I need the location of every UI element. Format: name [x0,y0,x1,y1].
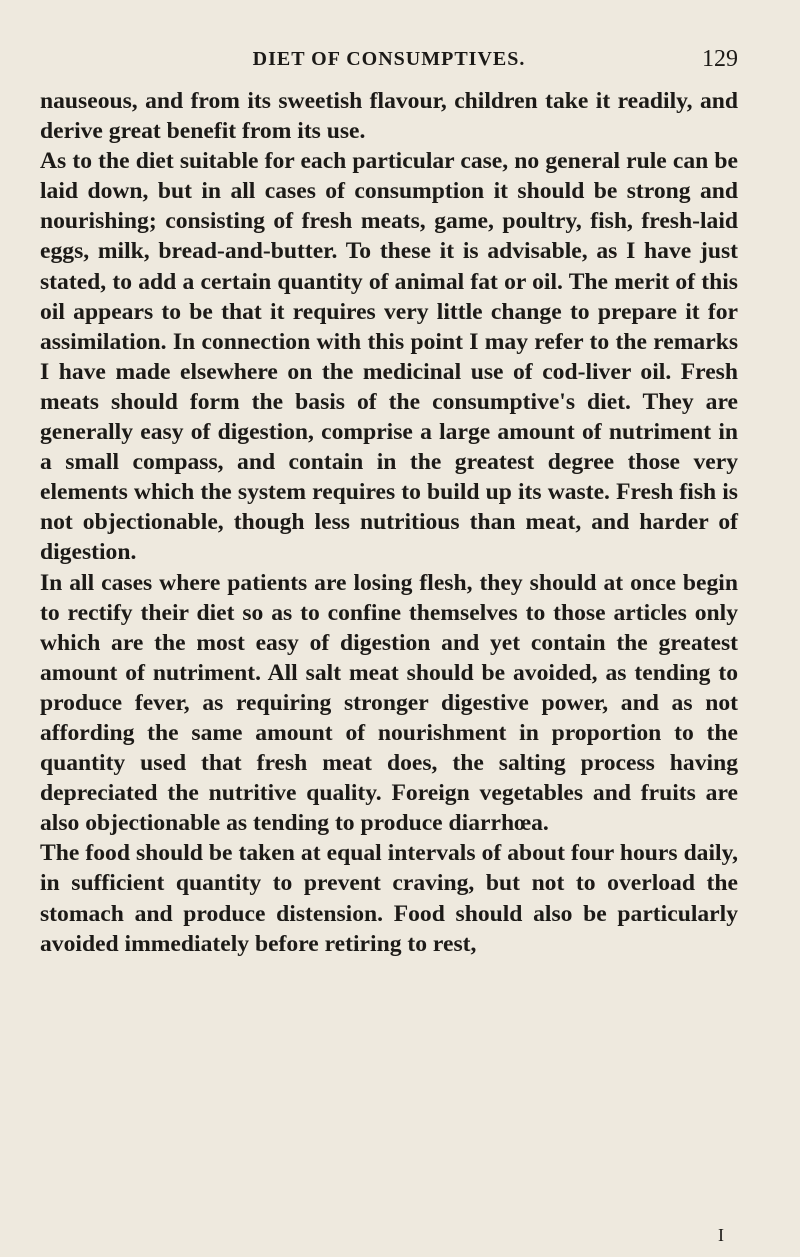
body-text [40,86,738,959]
running-title: DIET OF CONSUMPTIVES. [252,48,526,70]
page-number: 129 [702,46,738,72]
running-head [40,44,738,78]
paragraph-1: nauseous, and from its sweetish flavour, children take it readily, and derive great benefit from its use. [40,88,738,145]
paragraph-4: The food should be taken at equal intervals of about four hours daily, in sufficient quantity to prevent craving, but not to overload the stomach and produce distension. Food should also be particularly avoided immediately before retiring to rest, [40,840,738,957]
paragraph-3: In all cases where patients are losing flesh, they should at once begin to rectify their diet so as to confine themselves to those articles only which are the most easy of digestion and yet contain the greatest amount of nutriment. All salt meat should be avoided, as tending to produce fever, as requiring stronger digestive power, and as not affording the same amount of nourishment in proportion to the quantity used that fresh meat does, the salting process having depreciated the nutritive quality. Foreign vegetables and fruits are also objectionable as tending to produce diarrhœa. [40,569,738,837]
signature-mark: I [718,1225,724,1245]
paragraph-2: As to the diet suitable for each particular case, no general rule can be laid down, but in all cases of consumption it should be strong and nourishing; consisting of fresh meats, game, poultry, fish, fresh-laid eggs, milk, bread-and-butter. To these it is advisable, as I have just stated, to add a certain quantity of animal fat or oil. The merit of this oil appears to be that it requires very little change to prepare it for assimilation. In connection with this point I may refer to the remarks I have made elsewhere on the medicinal use of cod-liver oil. Fresh meats should form the basis of the consumptive's diet. They are generally easy of digestion, comprise a large amount of nutriment in a small compass, and contain in the greatest degree those very elements which the system requires to build up its waste. Fresh fish is not objectionable, though less nutritious than meat, and harder of digestion. [40,148,738,566]
